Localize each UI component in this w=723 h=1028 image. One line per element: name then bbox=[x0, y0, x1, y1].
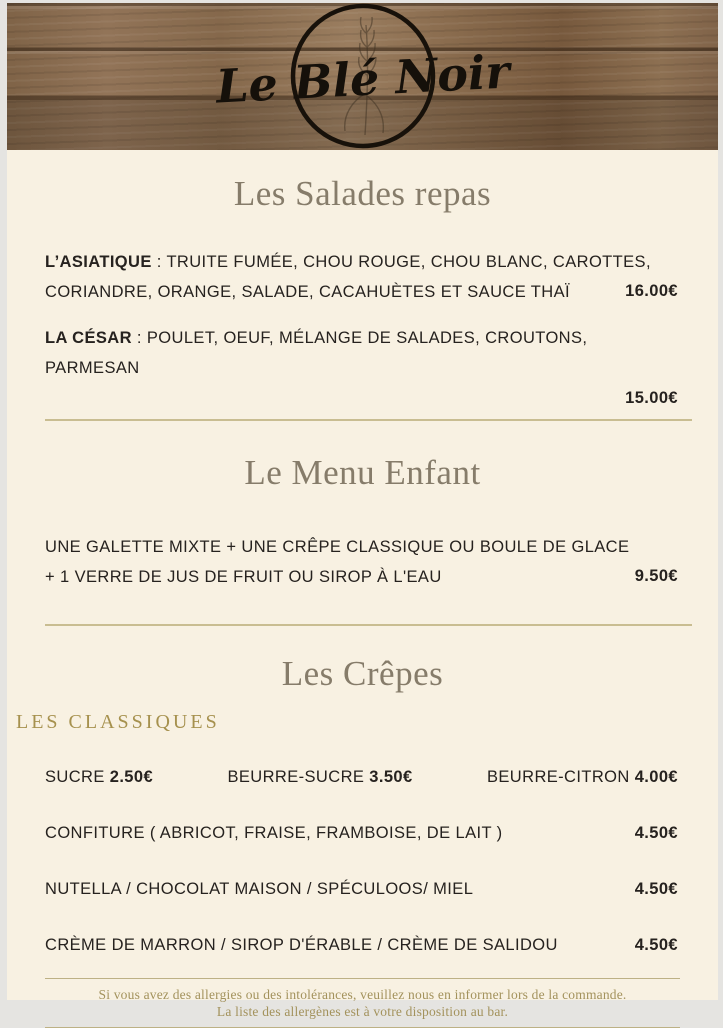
item-separator: : bbox=[151, 253, 167, 271]
item-desc-line2: + 1 VERRE DE JUS DE FRUIT OU SIROP À L'EAU bbox=[45, 568, 442, 586]
footer-allergy-note bbox=[7, 986, 718, 1020]
item-price: 16.00€ bbox=[625, 282, 678, 300]
item-name: LA CÉSAR bbox=[45, 329, 132, 347]
item-name: L’ASIATIQUE bbox=[45, 253, 152, 271]
item-price: 4.50€ bbox=[634, 936, 678, 954]
item-desc: UNE GALETTE MIXTE + UNE CRÊPE CLASSIQUE OU BOULE DE GLACE bbox=[45, 538, 630, 556]
item-price: 2.50€ bbox=[109, 768, 154, 786]
item-desc: POULET, OEUF, MÉLANGE DE SALADES, CROUTONS, PARMESAN bbox=[45, 329, 588, 377]
logo-text: Le Blé Noir bbox=[214, 44, 511, 114]
item-name: BEURRE-CITRON bbox=[487, 768, 630, 786]
menu-item-confiture bbox=[45, 823, 678, 844]
section-title-crepes: Les Crêpes bbox=[281, 654, 444, 693]
section-divider bbox=[45, 624, 692, 626]
inline-item bbox=[227, 767, 412, 788]
menu-item-nutella bbox=[45, 879, 678, 900]
item-desc: TRUITE FUMÉE, CHOU ROUGE, CHOU BLANC, CAROTTES, bbox=[166, 253, 651, 271]
item-name: CRÈME DE MARRON / SIROP D'ÉRABLE / CRÈME DE SALIDOU bbox=[45, 936, 558, 954]
menu-item-asiatique bbox=[45, 247, 678, 307]
item-price: 9.50€ bbox=[634, 567, 678, 585]
item-name: BEURRE-SUCRE bbox=[227, 768, 365, 786]
section-title-salades: Les Salades repas bbox=[233, 174, 492, 213]
inline-item bbox=[45, 767, 153, 788]
footer-divider-top bbox=[45, 978, 680, 979]
menu-item-enfant bbox=[45, 532, 678, 592]
menu-page bbox=[7, 3, 718, 1019]
section-divider bbox=[45, 419, 692, 421]
inline-item bbox=[487, 767, 678, 788]
menu-item-cesar bbox=[45, 323, 678, 413]
item-text bbox=[45, 323, 678, 383]
section-title-enfant: Le Menu Enfant bbox=[244, 453, 481, 492]
item-separator: : bbox=[131, 329, 147, 347]
item-price: 4.50€ bbox=[634, 880, 678, 898]
item-desc-line2: CORIANDRE, ORANGE, SALADE, CACAHUÈTES ET SAUCE THAÏ bbox=[45, 283, 570, 301]
item-price: 15.00€ bbox=[625, 389, 678, 407]
menu-item-creme bbox=[45, 935, 678, 956]
menu-row-classics bbox=[45, 767, 678, 788]
subsection-title-classiques: LES CLASSIQUES bbox=[16, 711, 220, 733]
item-name: CONFITURE ( ABRICOT, FRAISE, FRAMBOISE, DE LAIT ) bbox=[45, 824, 503, 842]
item-price: 3.50€ bbox=[369, 768, 413, 786]
footer-line-1: Si vous avez des allergies ou des intolérances, veuillez nous en informer lors de la commande. bbox=[98, 987, 627, 1002]
item-price: 4.50€ bbox=[634, 824, 678, 842]
item-name: NUTELLA / CHOCOLAT MAISON / SPÉCULOOS/ MIEL bbox=[45, 880, 474, 898]
footer-line-2: La liste des allergènes est à votre disposition au bar. bbox=[216, 1004, 509, 1019]
item-price: 4.00€ bbox=[634, 768, 678, 786]
header-wood-photo bbox=[7, 3, 718, 150]
brand-logo bbox=[7, 3, 718, 150]
item-name: SUCRE bbox=[45, 768, 105, 786]
